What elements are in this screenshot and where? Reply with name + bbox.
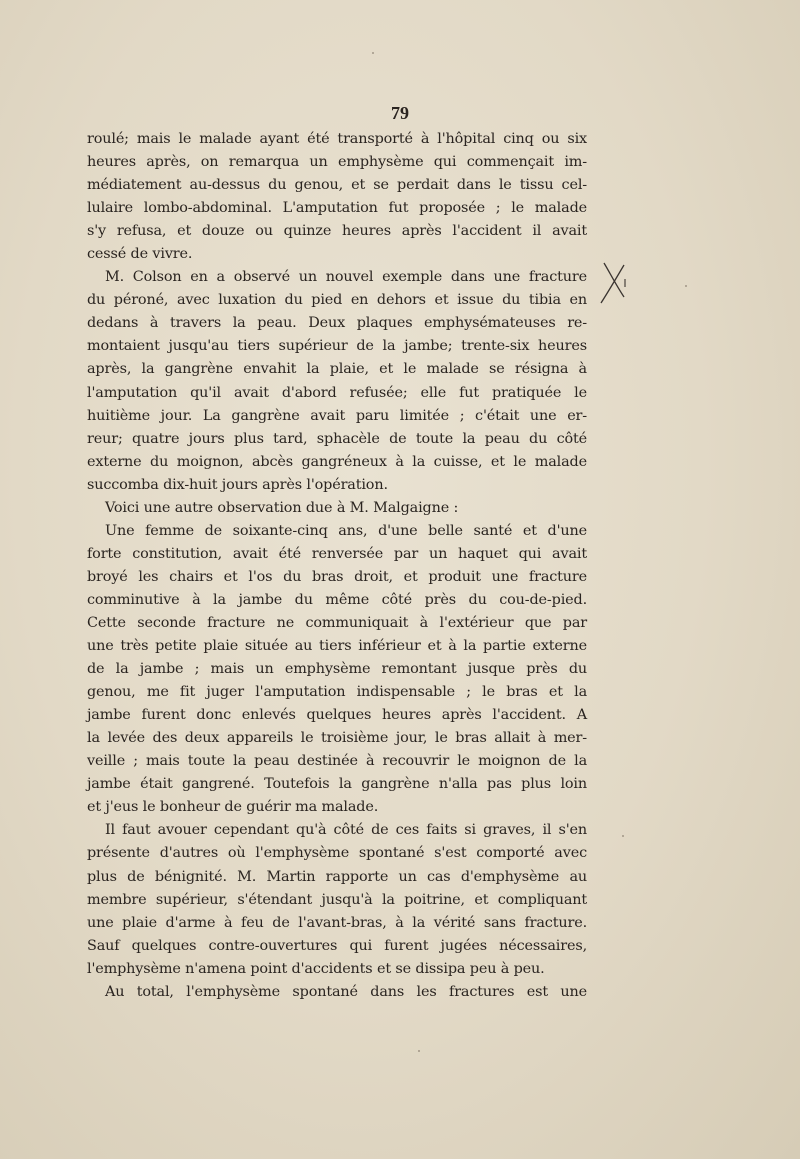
- page-number: 79: [391, 103, 409, 123]
- text-line: médiatement au-dessus du genou, et se perdait dans le tissu cel-: [87, 177, 587, 194]
- text-line: Cette seconde fracture ne communiquait à l'extérieur que par: [87, 614, 587, 631]
- text-line: broyé les chairs et l'os du bras droit, et produit une fracture: [87, 568, 587, 585]
- text-line: Il faut avouer cependant qu'à côté de ces faits si graves, il s'en: [105, 822, 587, 839]
- text-line: jambe était gangrené. Toutefois la gangrène n'alla pas plus loin: [87, 776, 587, 793]
- text-line: heures après, on remarqua un emphysème qui commençait im-: [87, 154, 587, 171]
- text-line: et j'eus le bonheur de guérir ma malade.: [87, 799, 379, 816]
- text-line: veille ; mais toute la peau destinée à recouvrir le moignon de la: [87, 753, 587, 770]
- text-line: une plaie d'arme à feu de l'avant-bras, à la vérité sans fracture.: [87, 914, 587, 931]
- text-line: plus de bénignité. M. Martin rapporte un cas d'emphysème au: [87, 868, 587, 885]
- text-line: la levée des deux appareils le troisième jour, le bras allait à mer-: [87, 730, 587, 747]
- text-line: Au total, l'emphysème spontané dans les fractures est une: [105, 983, 587, 1000]
- text-line: de la jambe ; mais un emphysème remontant jusque près du: [87, 661, 587, 678]
- text-line: Une femme de soixante-cinq ans, d'une belle santé et d'une: [105, 522, 587, 539]
- text-line: externe du moignon, abcès gangréneux à la cuisse, et le malade: [87, 453, 587, 470]
- text-line: l'emphysème n'amena point d'accidents et se dissipa peu à peu.: [87, 960, 545, 977]
- text-line: cessé de vivre.: [87, 246, 193, 263]
- text-line: montaient jusqu'au tiers supérieur de la jambe; trente-six heures: [87, 338, 587, 355]
- text-line: Voici une autre observation due à M. Malgaigne :: [105, 499, 459, 516]
- text-line: forte constitution, avait été renversée par un haquet qui avait: [87, 545, 587, 562]
- text-line: M. Colson en a observé un nouvel exemple dans une fracture: [105, 269, 587, 286]
- text-line: dedans à travers la peau. Deux plaques emphysémateuses re-: [87, 315, 587, 332]
- text-line: lulaire lombo-abdominal. L'amputation fut proposée ; le malade: [87, 200, 587, 217]
- text-line: présente d'autres où l'emphysème spontané s'est comporté avec: [87, 845, 587, 862]
- text-line: huitième jour. La gangrène avait paru limitée ; c'était une er-: [87, 407, 587, 424]
- text-line: genou, me fit juger l'amputation indispensable ; le bras et la: [87, 684, 587, 701]
- paper-speck: [372, 52, 374, 54]
- text-line: une très petite plaie située au tiers inférieur et à la partie externe: [87, 638, 587, 655]
- paper-speck: [685, 285, 687, 287]
- text-line: comminutive à la jambe du même côté près du cou-de-pied.: [87, 591, 587, 608]
- text-line: membre supérieur, s'étendant jusqu'à la poitrine, et compliquant: [87, 891, 587, 908]
- text-line: après, la gangrène envahit la plaie, et le malade se résigna à: [87, 361, 587, 378]
- text-line: du péroné, avec luxation du pied en dehors et issue du tibia en: [87, 292, 587, 309]
- handwritten-x-mark-icon: [598, 257, 634, 307]
- body-text: [87, 128, 587, 1004]
- margin-handwritten-mark: [598, 257, 634, 307]
- text-line: roulé; mais le malade ayant été transporté à l'hôpital cinq ou six: [87, 131, 587, 147]
- text-line: l'amputation qu'il avait d'abord refusée; elle fut pratiquée le: [87, 384, 587, 401]
- paper-speck: [418, 1050, 420, 1052]
- text-line: succomba dix-huit jours après l'opération.: [87, 476, 388, 493]
- paper-speck: [622, 835, 624, 837]
- text-line: reur; quatre jours plus tard, sphacèle de toute la peau du côté: [87, 430, 587, 447]
- text-line: jambe furent donc enlevés quelques heures après l'accident. A: [87, 707, 587, 724]
- text-line: s'y refusa, et douze ou quinze heures après l'accident il avait: [87, 223, 587, 240]
- text-line: Sauf quelques contre-ouvertures qui furent jugées nécessaires,: [87, 937, 587, 954]
